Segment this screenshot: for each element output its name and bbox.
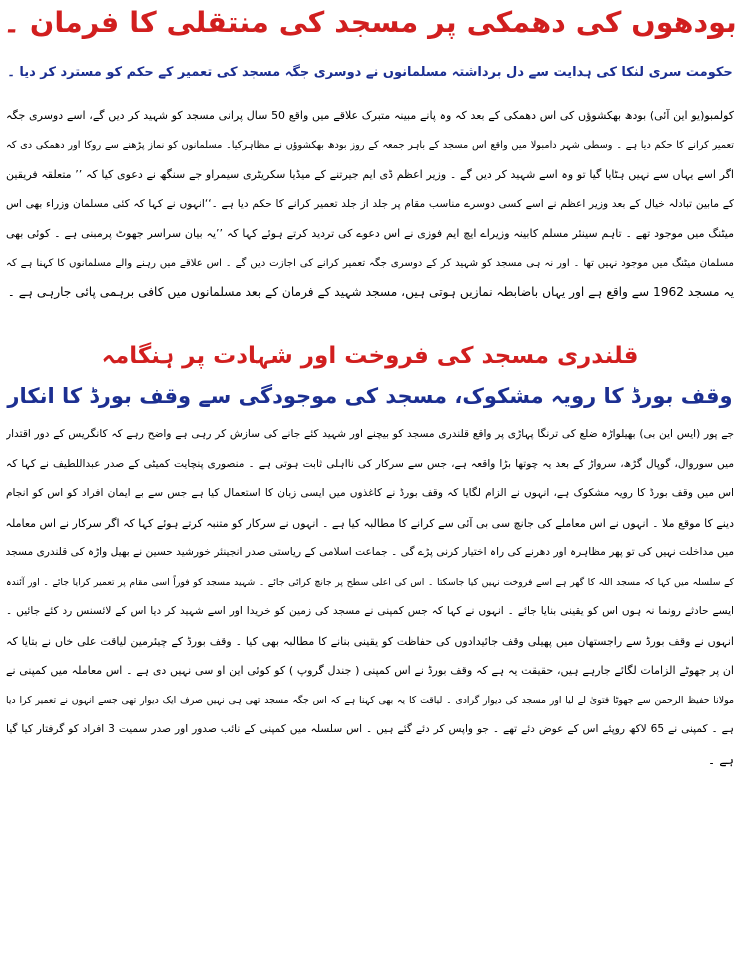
body-line: کے مابین تبادلہ خیال کے بعد وزیر اعظم نے اسے کسی دوسرے مناسب مقام پر جلد از جلد تعمیر کرانے کا حکم دیا ہے ۔‘‘انہوں نے کہا کہ کئی مسلمان وزراء بھی اس (6, 197, 734, 210)
body-line: مسلمان میٹنگ میں موجود نہیں تھا ۔ اور نہ ہی مسجد کو شہید کر کے دوسری جگہ تعمیر کرانے کی اجازت دیں گے ۔ اس علاقے میں رہنے والے مسلمانوں کا کہنا ہے کہ (6, 257, 734, 269)
body-line: ان پر جھوٹے الزامات لگائے جارہے ہیں، حقیقت یہ ہے کہ وقف بورڈ نے اس کمپنی ( جندل گروپ ) کو کوئی این او سی نہیں دی ہے ۔ اس معاملہ میں کمپنی نے (6, 664, 734, 677)
body-line: یہ مسجد 1962 سے واقع ہے اور یہاں باضابطہ نمازیں ہوتی ہیں، مسجد شہید کے فرمان کے بعد مسلمانوں میں کافی برہمی پائی جارہی ہے ۔ (7, 285, 734, 299)
body-line: مولانا حفیظ الرحمن سے جھوٹا فتویٰ لے لیا اور مسجد کی دیوار گرادی ۔ لیاقت کا یہ بھی کہنا ہے کہ اس جگہ مسجد تھی ہی نہیں صرف ایک دیوار تھی جسے انہوں نے تعمیر کرا دیا (6, 694, 734, 706)
body-line: ہے ۔ کمپنی نے 65 لاکھ روپئے اس کے عوض دئے تھے ۔ جو واپس کر دئے گئے ہیں ۔ اس سلسلہ میں کمپنی کے نائب صدور اور صدر سمیت 3 افراد کو گرفتار کیا گیا (6, 723, 734, 735)
body-line: میں سوروال، گوپال گڑھ، سرواڑ کے بعد یہ چوتھا بڑا واقعہ ہے، جس سے سرکار کی نااہلی ثابت ہوتی ہے ۔ منصوری پنچایت کمیٹی کے صدر عبداللطیف نے کہا کہ (6, 457, 734, 470)
body-line: میں مداخلت نہیں کی تو پھر مظاہرہ اور دھرنے کی راہ اختیار کرنی پڑے گی ۔ جماعت اسلامی کے ریاستی صدر انجینئر خورشید حسین نے بھیل واڑہ کی قلندری مسجد (6, 546, 734, 558)
article2-subheadline: وقف بورڈ کا رویہ مشکوک، مسجد کی موجودگی سے وقف بورڈ کا انکار (7, 384, 733, 408)
body-line: میٹنگ میں موجود تھے ۔ تاہم سینئر مسلم کابینہ وزیراے ایچ ایم فوزی نے اس دعوے کی تردید کرتے ہوئے کہا کہ ’’یہ بیان سراسر جھوٹ پرمبنی ہے ۔ کوئی بھی (6, 227, 734, 240)
article-subheadline: حکومت سری لنکا کی ہدایت سے دل برداشتہ مسلمانوں نے دوسری جگہ مسجد کی تعمیر کے حکم کو مسترد کر دیا ۔ (7, 65, 733, 80)
body-line: ہے ۔ (707, 751, 734, 767)
body-line: انہوں نے وقف بورڈ سے راجستھان میں پھیلی وقف جائیدادوں کی حفاظت کو یقینی بنانے کا مطالبہ بھی کیا ۔ وقف بورڈ کے چیئرمین لیاقت علی خاں نے بتایا کہ (6, 634, 734, 648)
body-line: اس میں وقف بورڈ کا رویہ مشکوک ہے، انہوں نے الزام لگایا کہ وقف بورڈ نے کاغذوں میں ایسی زبان کا استعمال کیا ہے جس سے بے ایمان افراد کو اس کو انجام (6, 487, 734, 499)
body-line: دینے کا موقع ملا ۔ انہوں نے اس معاملے کی جانچ سی بی آئی سے کرانے کا مطالبہ کیا ہے ۔ انہوں نے سرکار کو متنبہ کرتے ہوئے کہا کہ اگر سرکار نے اس معاملہ (6, 516, 734, 530)
article2-body (6, 420, 734, 774)
article-headline: بودھوں کی دھمکی پر مسجد کی منتقلی کا فرمان ۔ (3, 5, 737, 39)
body-line: کے سلسلہ میں کہا کہ مسجد اللہ کا گھر ہے اسے فروخت نہیں کیا جاسکتا ۔ اس کی اعلی سطح پر جانچ کرائی جائے ۔ شہید مسجد کو فوراً اسی مقام پر تعمیر کرایا جائے ۔ اور آئندہ (6, 576, 734, 588)
article-body (6, 101, 734, 308)
body-line: ایسے حادثے رونما نہ ہوں اس کو یقینی بنایا جائے ۔ انہوں نے کہا کہ جس کمپنی نے مسجد کی زمین کو خریدا اور اسے شہید کر دیا اس کے لائسنس رد کئے جائیں ۔ (6, 605, 734, 617)
body-line: اگر اسے یہاں سے نہیں ہٹایا گیا تو وہ اسے شہید کر دیں گے ۔ وزیر اعظم ڈی ایم جیرتنے کے میڈیا سکریٹری سیمراو جے سنگھ نے دعوی کیا کہ ’’ متعلقہ فریقین (6, 168, 734, 181)
article2-headline: قلندری مسجد کی فروخت اور شہادت پر ہنگامہ (101, 343, 639, 369)
body-line: جے پور (ایس این بی) بھیلواڑہ ضلع کی ترنگا پہاڑی پر واقع قلندری مسجد کو بیچنے اور شہید کئے جانے کی سازش کر رہی ہے واضح رہے کہ کانگریس کے دور اقتدار (6, 428, 734, 440)
body-line: کولمبو(یو این آئی) بودھ بھکشوؤں کی اس دھمکی کے بعد کہ وہ پانے مبینہ متبرک علاقے میں واقع 50 سال پرانی مسجد کو شہید کر دیں گے، اسے دوسری جگہ (6, 109, 734, 122)
body-line: تعمیر کرانے کا حکم دیا ہے ۔ وسطی شہر دامبولا میں واقع اس مسجد کے باہر جمعہ کے روز بودھ بھکشوؤں نے مظاہرکیا۔ مسلمانوں کو نماز پڑھنے سے روکا اور دھمکی دی کہ (6, 139, 734, 151)
